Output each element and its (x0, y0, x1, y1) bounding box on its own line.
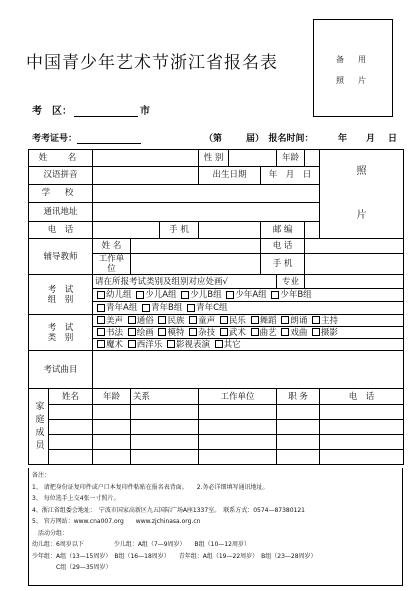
zip-field[interactable] (305, 221, 320, 238)
checkbox[interactable] (158, 316, 166, 324)
checkbox[interactable] (281, 328, 289, 336)
family-cell[interactable] (93, 405, 131, 420)
checkbox[interactable] (281, 316, 289, 324)
phone-field[interactable] (93, 221, 160, 238)
name-field[interactable] (93, 150, 199, 167)
birth-label: 出生日期 (199, 167, 261, 184)
photo-label-line2: 照片 (336, 76, 380, 85)
mobile-field[interactable] (199, 221, 261, 238)
category-opt: 摄影 (321, 327, 339, 338)
group-options-row1 (93, 289, 404, 302)
specialty-label: 专业 (277, 275, 305, 289)
gender-label: 性 别 (199, 150, 229, 167)
checkbox[interactable] (181, 291, 189, 299)
date-month: 月 (366, 134, 376, 144)
exam-no-field[interactable] (77, 134, 141, 144)
category-opt: 舞蹈 (259, 315, 277, 326)
exam-group-hint: 请在所报考试类别及组别对应处画√ (93, 275, 277, 289)
photo-cell-bottom: 片 (356, 210, 367, 221)
checkbox[interactable] (251, 328, 259, 336)
checkbox[interactable] (97, 304, 105, 312)
category-opt: 其它 (223, 339, 241, 350)
category-opt: 戏曲 (290, 327, 308, 338)
region-field[interactable] (74, 106, 138, 117)
tutor-mobile-label: 手 机 (261, 254, 305, 275)
age-label: 年龄 (277, 150, 305, 167)
group-opt: 少年A组 (235, 290, 267, 300)
family-cell[interactable] (131, 435, 199, 450)
checkbox[interactable] (220, 328, 228, 336)
category-opt: 西洋乐 (136, 339, 163, 350)
date-day: 日 (388, 134, 398, 144)
exam-pieces-field[interactable] (93, 351, 404, 389)
category-opt: 绘画 (136, 327, 154, 338)
checkbox[interactable] (128, 340, 136, 348)
family-cell[interactable] (93, 450, 131, 465)
family-cell[interactable] (49, 450, 93, 465)
group-opt: 少儿A组 (145, 290, 177, 300)
group-opt: 青年C组 (196, 303, 228, 313)
family-col-title: 职 务 (277, 389, 320, 405)
family-cell[interactable] (277, 405, 320, 420)
table-row (29, 435, 404, 450)
checkbox[interactable] (312, 316, 320, 324)
mobile-label: 手 机 (160, 221, 199, 238)
checkbox[interactable] (271, 291, 279, 299)
category-opt: 民族 (167, 315, 185, 326)
category-row2 (93, 327, 404, 339)
family-cell[interactable] (199, 420, 277, 435)
group-opt: 青年B组 (151, 303, 183, 313)
school-label: 学 校 (29, 184, 93, 202)
note-line: C组（29—35周岁） (32, 564, 112, 571)
note-line: 5、 官方网站：www.cna007.org www.zjchinasa.org.cn (32, 518, 201, 525)
note-line: 1、 请把身份证复印件或户口本复印件粘贴在报名表背面。 2.务必详细填写通讯地址。 (32, 483, 269, 491)
note-line: 3、 每位选手上交4张一寸照片。 (32, 495, 120, 502)
region-label: 考 区： (32, 106, 72, 117)
date-year: 年 (338, 134, 348, 144)
category-opt: 童声 (198, 315, 216, 326)
checkbox[interactable] (128, 316, 136, 324)
checkbox[interactable] (312, 328, 320, 336)
notes-section (28, 468, 403, 586)
family-cell[interactable] (320, 405, 404, 420)
table-row (29, 420, 404, 435)
tutor-name-label: 姓 名 (93, 239, 131, 254)
session-open: （第 (204, 134, 223, 144)
zip-label: 邮 编 (261, 221, 305, 238)
photo-placeholder (313, 19, 393, 117)
school-field[interactable] (93, 184, 320, 202)
form-title: 中国青少年艺术节浙江省报名表 (26, 53, 278, 73)
category-opt: 曲艺 (259, 327, 277, 338)
checkbox[interactable] (136, 291, 144, 299)
category-opt: 模特 (167, 327, 185, 338)
group-opt: 少儿B组 (190, 290, 222, 300)
category-opt: 朗诵 (290, 315, 308, 326)
pinyin-label: 汉语拼音 (29, 167, 93, 184)
family-cell[interactable] (49, 435, 93, 450)
checkbox[interactable] (251, 316, 259, 324)
checkbox[interactable] (158, 328, 166, 336)
category-opt: 书法 (106, 327, 124, 338)
checkbox[interactable] (97, 340, 105, 348)
category-opt: 主持 (321, 315, 339, 326)
category-opt: 民乐 (228, 315, 246, 326)
category-opt: 美声 (106, 315, 124, 326)
header-info-line (32, 131, 402, 144)
family-cell[interactable] (131, 405, 199, 420)
notes-heading: 备注： (32, 472, 51, 479)
family-col-relation: 关系 (131, 389, 199, 405)
note-line: 幼儿组：6周岁以下 少儿组：A组（7—9周岁） B组（10—12周岁） (32, 541, 250, 548)
checkbox[interactable] (128, 328, 136, 336)
checkbox[interactable] (97, 316, 105, 324)
checkbox[interactable] (142, 304, 150, 312)
checkbox[interactable] (215, 340, 223, 348)
family-cell[interactable] (199, 450, 277, 465)
region-line (32, 102, 150, 117)
session-close-and-date-label: 届） 报名时间： (246, 134, 314, 144)
tutor-name-field[interactable] (131, 239, 261, 254)
category-row1 (93, 315, 404, 327)
photo-label-line1: 备用 (336, 55, 380, 64)
exam-category-label: 考 试 类 别 (29, 315, 93, 351)
checkbox[interactable] (97, 328, 105, 336)
family-col-name: 姓名 (49, 389, 93, 405)
table-row (29, 405, 404, 420)
address-field[interactable] (93, 203, 320, 221)
family-cell[interactable] (277, 450, 320, 465)
exam-group-label: 考 试 组 别 (29, 275, 93, 315)
checkbox[interactable] (189, 328, 197, 336)
address-label: 通讯地址 (29, 203, 93, 221)
family-cell[interactable] (49, 405, 93, 420)
family-col-unit: 工作单位 (199, 389, 277, 405)
specialty-field[interactable] (305, 275, 404, 289)
group-options-row2 (93, 302, 404, 315)
group-opt: 少年B组 (280, 290, 312, 300)
checkbox[interactable] (97, 291, 105, 299)
family-members-label: 家庭成员 (29, 389, 49, 465)
category-opt: 杂技 (198, 327, 216, 338)
checkbox[interactable] (187, 304, 195, 312)
family-cell[interactable] (131, 420, 199, 435)
family-cell[interactable] (320, 435, 404, 450)
family-col-age: 年龄 (93, 389, 131, 405)
photo-cell-top: 照 (356, 166, 367, 177)
group-opt: 青年A组 (106, 303, 138, 313)
category-opt: 通俗 (136, 315, 154, 326)
tutor-label: 辅导教师 (29, 239, 93, 275)
family-cell[interactable] (131, 450, 199, 465)
exam-no-label: 考考证号： (32, 134, 78, 144)
category-opt: 影视表演 (175, 339, 210, 350)
family-cell[interactable] (320, 420, 404, 435)
tutor-phone-field[interactable] (305, 239, 404, 254)
family-cell[interactable] (277, 435, 320, 450)
photo-cell (320, 150, 404, 239)
family-cell[interactable] (277, 420, 320, 435)
name-label: 姓 名 (29, 150, 93, 167)
family-cell[interactable] (199, 405, 277, 420)
exam-pieces-label: 考试曲目 (29, 351, 93, 389)
tutor-mobile-field[interactable] (305, 254, 404, 275)
family-cell[interactable] (320, 450, 404, 465)
tutor-phone-label: 电 话 (261, 239, 305, 254)
note-line: 4、浙江省组委会地址： 宁波市国家高新区九五国际广场A座1337室。 联系方式：0574—87380121 (32, 506, 306, 514)
category-opt: 武术 (228, 327, 246, 338)
category-opt: 魔术 (106, 339, 124, 350)
birth-field[interactable]: 年 月 日 (261, 167, 320, 184)
family-cell[interactable] (93, 420, 131, 435)
family-cell[interactable] (199, 435, 277, 450)
tutor-unit-field[interactable] (131, 254, 261, 275)
checkbox[interactable] (226, 291, 234, 299)
family-cell[interactable] (49, 420, 93, 435)
age-field[interactable] (305, 150, 320, 167)
group-opt: 幼儿组 (106, 290, 132, 300)
region-suffix: 市 (140, 106, 150, 117)
phone-label: 电 话 (29, 221, 93, 238)
checkbox[interactable] (189, 316, 197, 324)
tutor-unit-label: 工作单位 (93, 254, 131, 275)
note-line: 少年组：A组（13—15周岁） B组（16—18周岁） 青年组：A组（19—22周岁） B组（23—28周岁） (32, 552, 317, 560)
checkbox[interactable] (167, 340, 175, 348)
note-line: 活动分组： (32, 529, 69, 537)
family-cell[interactable] (93, 435, 131, 450)
gender-field[interactable] (229, 150, 277, 167)
family-col-phone: 电 话 (320, 389, 404, 405)
table-row (29, 450, 404, 465)
category-row3 (93, 339, 404, 351)
pinyin-field[interactable] (93, 167, 199, 184)
checkbox[interactable] (220, 316, 228, 324)
registration-table (28, 149, 404, 465)
